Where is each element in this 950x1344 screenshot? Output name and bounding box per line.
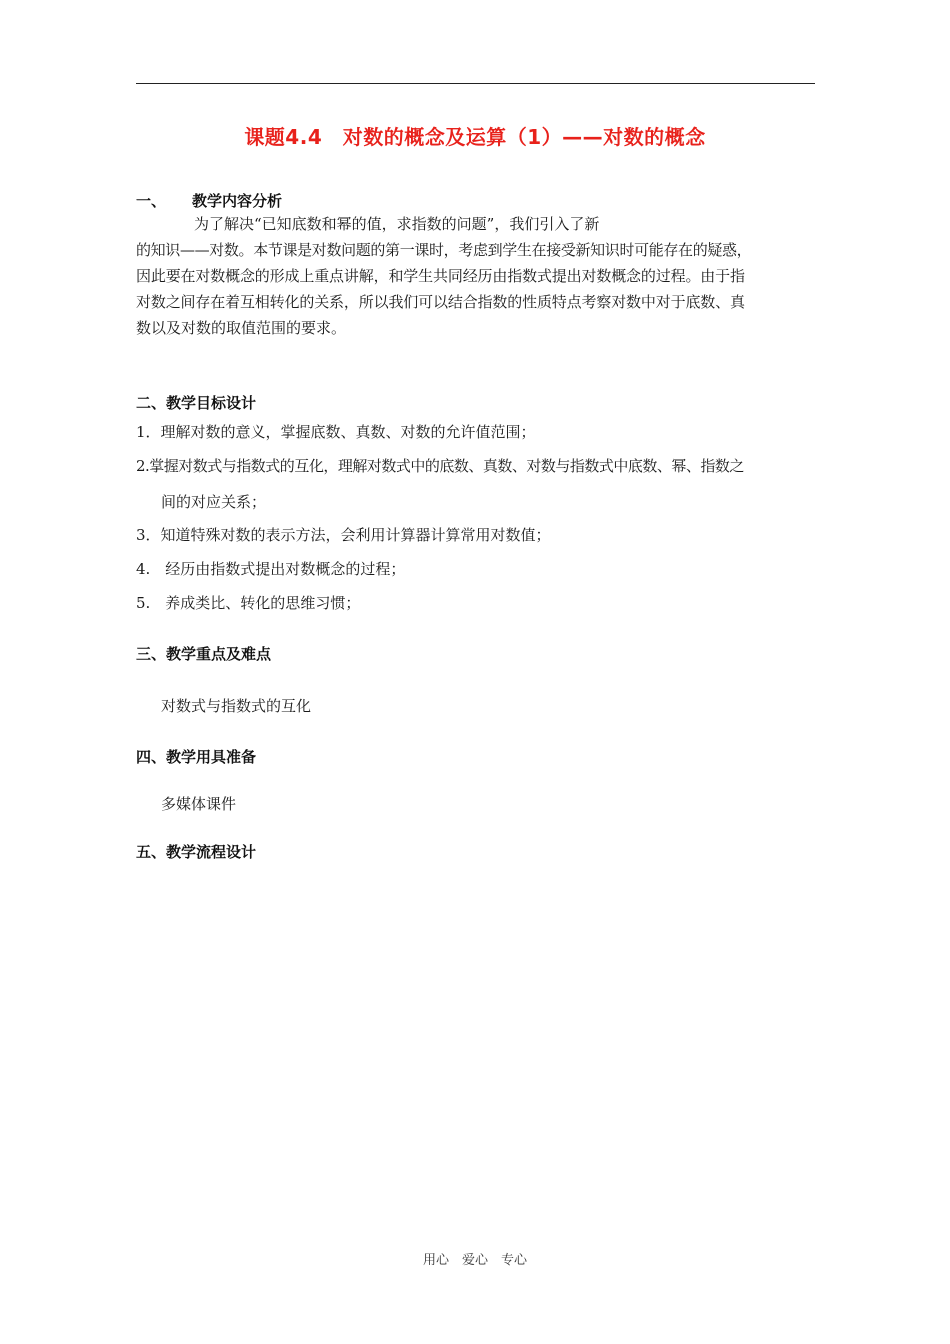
objective-item-continued: 间的对应关系； <box>161 493 267 511</box>
section-title: 教学流程设计 <box>166 843 257 861</box>
section-title: 教学用具准备 <box>166 748 257 766</box>
key-points-text: 对数式与指数式的互化 <box>161 697 312 715</box>
objective-item: 4. 经历由指数式提出对数概念的过程； <box>136 560 406 578</box>
section-heading-tools <box>136 746 256 767</box>
analysis-line: 的知识——对数。本节课是对数问题的第一课时，考虑到学生在接受新知识时可能存在的疑惑， <box>136 241 752 259</box>
analysis-line: 为了解决“已知底数和幂的值，求指数的问题”，我们引入了新 <box>194 215 600 233</box>
header-rule <box>136 83 815 84</box>
section-number: 五、 <box>136 843 167 861</box>
section-title: 教学重点及难点 <box>166 645 272 663</box>
section-title: 教学内容分析 <box>192 192 283 210</box>
section-heading-analysis <box>136 190 282 211</box>
objective-item: 3．知道特殊对数的表示方法，会利用计算器计算常用对数值； <box>136 526 551 544</box>
objective-item: 1．理解对数的意义，掌握底数、真数、对数的允许值范围； <box>136 423 536 441</box>
section-number: 一、 <box>136 192 167 210</box>
section-number: 三、 <box>136 645 167 663</box>
section-title: 教学目标设计 <box>166 394 257 412</box>
analysis-line: 对数之间存在着互相转化的关系，所以我们可以结合指数的性质特点考察对数中对于底数、真 <box>136 293 745 311</box>
page-title: 课题4.4 对数的概念及运算（1）——对数的概念 <box>244 125 706 149</box>
section-number: 四、 <box>136 748 167 766</box>
tools-text: 多媒体课件 <box>161 795 237 813</box>
section-heading-key-points <box>136 643 271 664</box>
section-heading-flow <box>136 841 256 862</box>
objective-item: 5. 养成类比、转化的思维习惯； <box>136 594 361 612</box>
objective-item: 2.掌握对数式与指数式的互化，理解对数式中的底数、真数、对数与指数式中底数、幂、指数之 <box>136 457 744 475</box>
section-heading-objectives <box>136 392 256 413</box>
analysis-line: 数以及对数的取值范围的要求。 <box>136 319 347 337</box>
page-footer: 用心 爱心 专心 <box>422 1253 527 1268</box>
section-number: 二、 <box>136 394 167 412</box>
analysis-line: 因此要在对数概念的形成上重点讲解，和学生共同经历由指数式提出对数概念的过程。由于指 <box>136 267 745 285</box>
